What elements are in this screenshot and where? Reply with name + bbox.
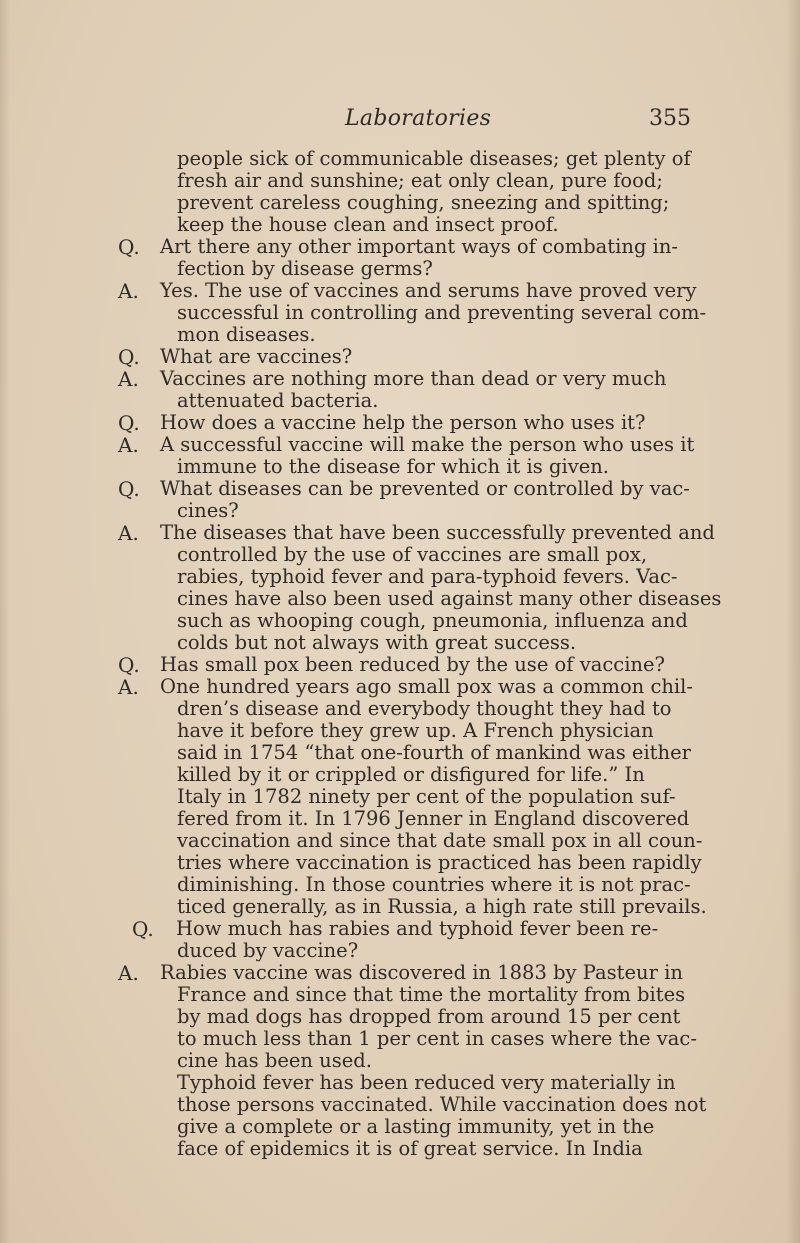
answer-marker: A. <box>118 367 139 391</box>
text-line: such as whooping cough, pneumonia, influenza and <box>177 609 688 632</box>
text-line: prevent careless coughing, sneezing and spitting; <box>177 191 670 214</box>
answer-marker: A. <box>118 433 139 457</box>
text-line: diminishing. In those countries where it is not prac- <box>177 873 691 896</box>
text-line: controlled by the use of vaccines are small pox, <box>177 543 648 566</box>
question-marker: Q. <box>118 411 140 435</box>
text-line: rabies, typhoid fever and para-typhoid fevers. Vac- <box>177 565 678 588</box>
text-line: cines? <box>177 499 239 522</box>
question-line: What are vaccines? <box>160 345 353 368</box>
text-line: dren’s disease and everybody thought they had to <box>177 697 672 720</box>
text-line: face of epidemics it is of great service. In India <box>177 1137 643 1160</box>
text-line: successful in controlling and preventing several com- <box>177 301 707 324</box>
question-marker: Q. <box>118 477 140 501</box>
question-line: How much has rabies and typhoid fever been re- <box>176 917 659 940</box>
text-line: duced by vaccine? <box>177 939 359 962</box>
answer-marker: A. <box>118 961 139 985</box>
page-edge-left <box>0 0 10 1243</box>
answer-line: Vaccines are nothing more than dead or very much <box>160 367 667 390</box>
question-marker: Q. <box>132 917 154 941</box>
text-line: people sick of communicable diseases; get plenty of <box>177 147 691 170</box>
page-edge-right <box>786 0 800 1243</box>
text-line: fresh air and sunshine; eat only clean, pure food; <box>177 169 663 192</box>
question-marker: Q. <box>118 235 140 259</box>
text-line: Italy in 1782 ninety per cent of the population suf- <box>177 785 676 808</box>
text-line: mon diseases. <box>177 323 316 346</box>
text-line: those persons vaccinated. While vaccination does not <box>177 1093 707 1116</box>
answer-marker: A. <box>118 675 139 699</box>
question-line: How does a vaccine help the person who uses it? <box>160 411 646 434</box>
text-line: vaccination and since that date small pox in all coun- <box>177 829 703 852</box>
answer-line: Rabies vaccine was discovered in 1883 by Pasteur in <box>160 961 683 984</box>
text-line: France and since that time the mortality from bites <box>177 983 686 1006</box>
page-number: 355 <box>649 106 691 131</box>
answer-line: One hundred years ago small pox was a common chil- <box>160 675 693 698</box>
question-marker: Q. <box>118 653 140 677</box>
text-line: cines have also been used against many other diseases <box>177 587 722 610</box>
text-line: attenuated bacteria. <box>177 389 379 412</box>
text-line: to much less than 1 per cent in cases where the vac- <box>177 1027 697 1050</box>
page-header <box>0 102 800 142</box>
question-line: Art there any other important ways of combating in- <box>160 235 679 258</box>
text-line: keep the house clean and insect proof. <box>177 213 559 236</box>
text-line: killed by it or crippled or disfigured for life.” In <box>177 763 645 786</box>
text-line: by mad dogs has dropped from around 15 per cent <box>177 1005 681 1028</box>
answer-marker: A. <box>118 279 139 303</box>
text-line: have it before they grew up. A French physician <box>177 719 654 742</box>
question-line: Has small pox been reduced by the use of vaccine? <box>160 653 665 676</box>
answer-marker: A. <box>118 521 139 545</box>
text-line: Typhoid fever has been reduced very materially in <box>177 1071 676 1094</box>
text-line: said in 1754 “that one-fourth of mankind was either <box>177 741 691 764</box>
text-line: colds but not always with great success. <box>177 631 577 654</box>
text-line: immune to the disease for which it is given. <box>177 455 610 478</box>
text-line: cine has been used. <box>177 1049 372 1072</box>
text-line: fered from it. In 1796 Jenner in England discovered <box>177 807 690 830</box>
running-head: Laboratories <box>345 106 492 131</box>
text-line: tries where vaccination is practiced has been rapidly <box>177 851 702 874</box>
question-line: What diseases can be prevented or controlled by vac- <box>160 477 690 500</box>
text-line: give a complete or a lasting immunity, yet in the <box>177 1115 655 1138</box>
answer-line: The diseases that have been successfully prevented and <box>160 521 715 544</box>
answer-line: Yes. The use of vaccines and serums have proved very <box>160 279 697 302</box>
text-line: fection by disease germs? <box>177 257 433 280</box>
answer-line: A successful vaccine will make the person who uses it <box>160 433 695 456</box>
question-marker: Q. <box>118 345 140 369</box>
text-line: ticed generally, as in Russia, a high rate still prevails. <box>177 895 707 918</box>
